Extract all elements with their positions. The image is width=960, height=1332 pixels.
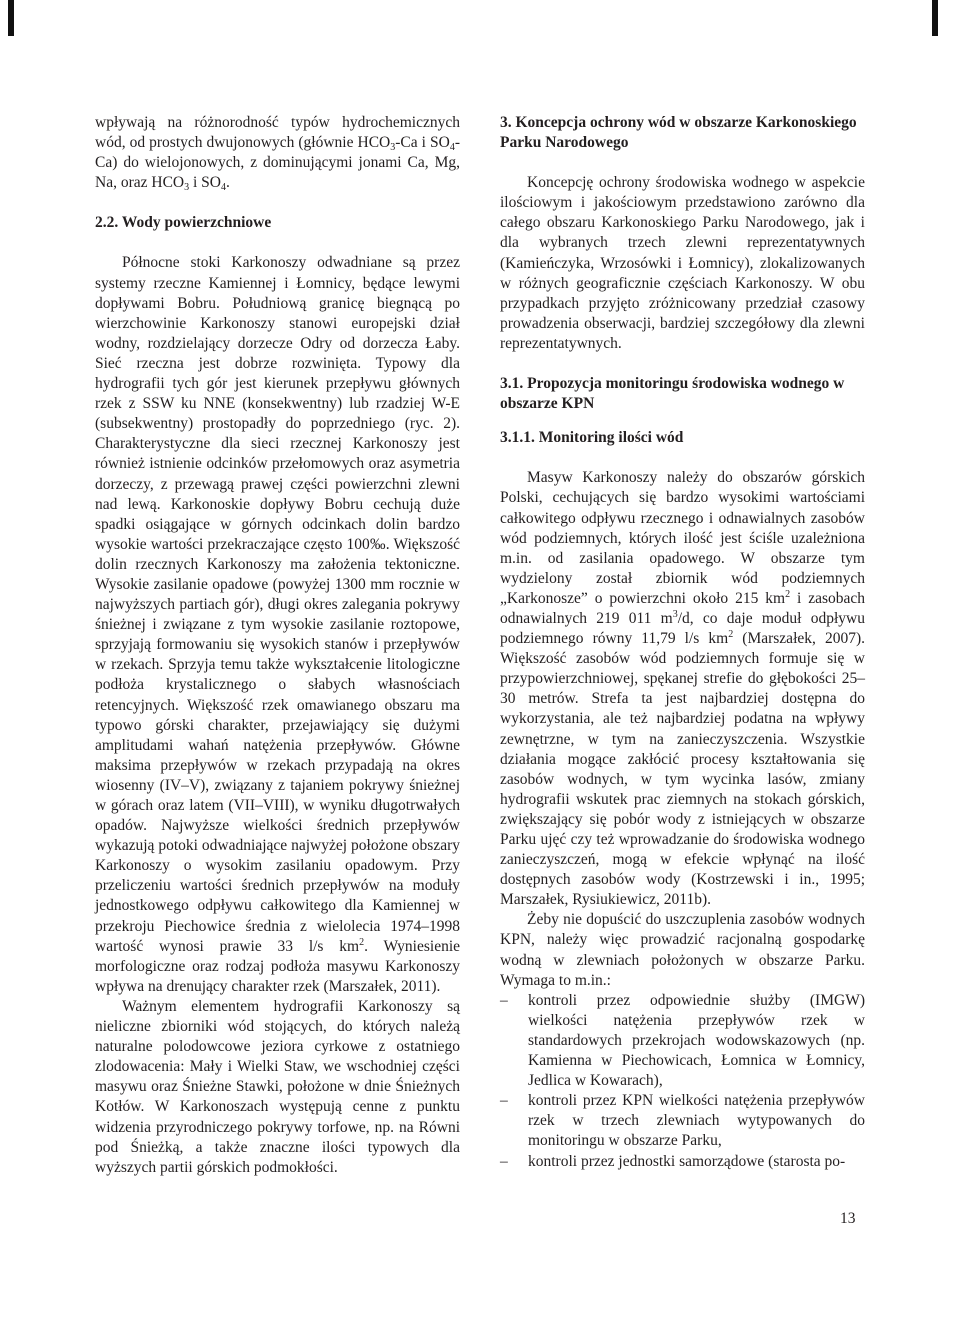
crop-mark-right [932, 0, 938, 36]
list-item: – kontroli przez KPN wielkości natężenia przepływów rzek w trzech zlewniach wytypowanych do monitoringu w obszarze Parku, [500, 1091, 865, 1151]
requirements-list [500, 991, 865, 1172]
intro-paragraph: wpływają na różnorodność typów hydrochemicznych wód, od prostych dwujonowych (głównie $HCO_3-Ca$ i $SO_4-Ca$) do wielojonowych, z dominującymi jonami Ca, Mg, Na, oraz $HCO_3$ i $SO_4$. [95, 114, 460, 194]
crop-mark-left [8, 0, 14, 36]
list-item: – kontroli przez jednostki samorządowe (starosta po- [500, 1152, 865, 1172]
page-number: 13 [840, 1210, 856, 1227]
left-column [95, 113, 460, 1178]
subsubsection-heading-water-quantity: 3.1.1. Monitoring ilości wód [500, 429, 684, 447]
section-heading-surface-waters: 2.2. Wody powierzchniowe [95, 214, 272, 232]
water-management-paragraph: Żeby nie dopuścić do uszczuplenia zasobów wodnych KPN, należy więc prowadzić racjonalną gospodarkę wodną w zlewniach położonych w obszarze Parku. Wymaga to m.in.: [500, 911, 865, 989]
subsection-heading-monitoring: 3.1. Propozycja monitoringu środowiska wodnego w obszarze KPN [500, 375, 845, 413]
protection-concept-paragraph: Koncepcję ochrony środowiska wodnego w aspekcie ilościowym i jakościowym przedstawiono zarówno dla całego obszaru Karkonoskiego Parku Narodowego, jak i dla wybranych trzech zlewni reprezentatywnych (Kamieńczyka, Wrzosówki i Łomnicy), zlokalizowanych w różnych geograficznie częściach Karkonoszy. W obu przypadkach przyjęto zróżnicowany przedział czasowy prowadzenia obserwacji, bardziej szczegółowy dla zlewni reprezentatywnych. [500, 174, 865, 352]
standing-waters-paragraph: Ważnym elementem hydrografii Karkonoszy są nieliczne zbiorniki wód stojących, do których należą naturalne polodowcowe jeziora cyrkowe z ostatniego zlodowacenia: Mały i Wielki Staw, we wschodniej części masywu oraz Śnieżne Stawki, położone w dnie Śnieżnych Kotłów. W Karkonoszach występują cenne z punktu widzenia przyrodniczego pokrywy torfowe, np. na Równi pod Śnieżką, a także znaczne ilości typowych dla wyższych partii górskich podmokłości. [95, 997, 460, 1176]
surface-waters-paragraph: Północne stoki Karkonoszy odwadniane są przez systemy rzeczne Kamiennej i Łomnicy, będące lewymi dopływami Bobru. Południową granicę biegnącą po wierzchowinie Karkonoszy stanowi europejski dział wodny, rozdzielający dorzecze Odry od dorzecza Łaby. Sieć rzeczna jest dobrze rozwinięta. Typowy dla hydrografii tych gór jest kierunek przepływu głównych rzek z SSW ku NNE (konsekwentny) lub rzadziej W-E (subsekwentny) prostopadły do poprzedniego (ryc. 2). Charakterystyczne dla sieci rzecznej Karkonoszy jest również istnienie odcinków przełomowych oraz asymetria dorzeczy, z przewagą prawej części powierzchni zlewni nad lewą. Karkonoskie dopływy Bobru cechują duże spadki osiągające w górnych odcinkach dolin bardzo wysokie wartości przekraczające często 100‰. Większość dolin rzecznych Karkonoszy ma założenia tektoniczne. Wysokie zasilanie opadowe (powyżej 1300 mm rocznie w najwyższych partiach gór), długi okres zalegania pokrywy śnieżnej i związane z tym wysokie zasilanie roztopowe, sprzyjają formowaniu się wysokich stanów i przepływów w rzekach. Sprzyja temu także wykształcenie litologiczne podłoża krystalicznego o słabych własnościach retencyjnych. Większość rzek omawianego obszaru ma typowo górski charakter, przejawiający się dużymi amplitudami wahań natężenia przepływów. Główne maksima przepływów w rzekach przypadają na okres wiosenny (IV–V), związany z tajaniem pokrywy śnieżnej w górach oraz latem (VII–VIII), w wyniku długotrwałych opadów. Najwyższe wielkości średnich przepływów wykazują potoki odwadniające najwyżej położone obszary Karkonoszy o wysokim zasilaniu opadowym. Przy przeliczeniu wartości średnich przepływów na moduły jednostkowego odpływu całkowitego dla Kamiennej w przekroju Piechowice średnia z wielolecia 1974–1998 wartość wynosi prawie 33 l/s $km^2$. Wyniesienie morfologiczne oraz rodzaj podłoża masywu Karkonoszy wpływa na drenujący charakter rzek (Marszałek, 2011). [95, 254, 461, 995]
water-quantity-paragraph: Masyw Karkonoszy należy do obszarów górskich Polski, cechujących się bardzo wysokimi wartościami całkowitego odpływu rzecznego i odnawialnych zasobów wód podziemnych, których ilość jest ściśle uzależniona m.in. od zasilania opadowego. W obszarze tym wydzielony został zbiornik wód podziemnych „Karkonosze” o powierzchni około 215 $km^2$ i zasobach odnawialnych 219 011 $m^3/d$, co daje moduł odpływu podziemnego równy 11,79 l/s $km^2$ (Marszałek, 2007). Większość zasobów wód podziemnych formuje się w przypowierzchniowej, spękanej strefie do głębokości 25–30 metrów. Strefa ta jest najbardziej dostępna do wykorzystania, ale też najbardziej podatna na wpływy zewnętrzne, w tym na zanieczyszczenia. Wszystkie działania mogące zakłócić procesy kształtowania się zasobów wodnych, w tym wycinka lasów, zmiany hydrografii wskutek prac ziemnych na stokach górskich, zwiększający się pobór wody z istniejących w obszarze Parku ujęć czy też wprowadzanie do środowiska wodnego zanieczyszczeń, mogą w efekcie wpłynąć na ilość dostępnych zasobów wody (Kostrzewski i in., 1995; Marszałek, Rysiukiewicz, 2011b). [500, 469, 865, 909]
right-column [500, 113, 865, 1172]
section-heading-protection-concept: 3. Koncepcja ochrony wód w obszarze Karkonoskiego Parku Narodowego [500, 114, 857, 152]
list-item: – kontroli przez odpowiednie służby (IMGW) wielkości natężenia przepływów rzek w standardowych przekrojach wodowskazowych (np. Kamienna w Piechowicach, Łomnica w Łomnicy, Jedlica w Kowarach), [500, 991, 865, 1091]
